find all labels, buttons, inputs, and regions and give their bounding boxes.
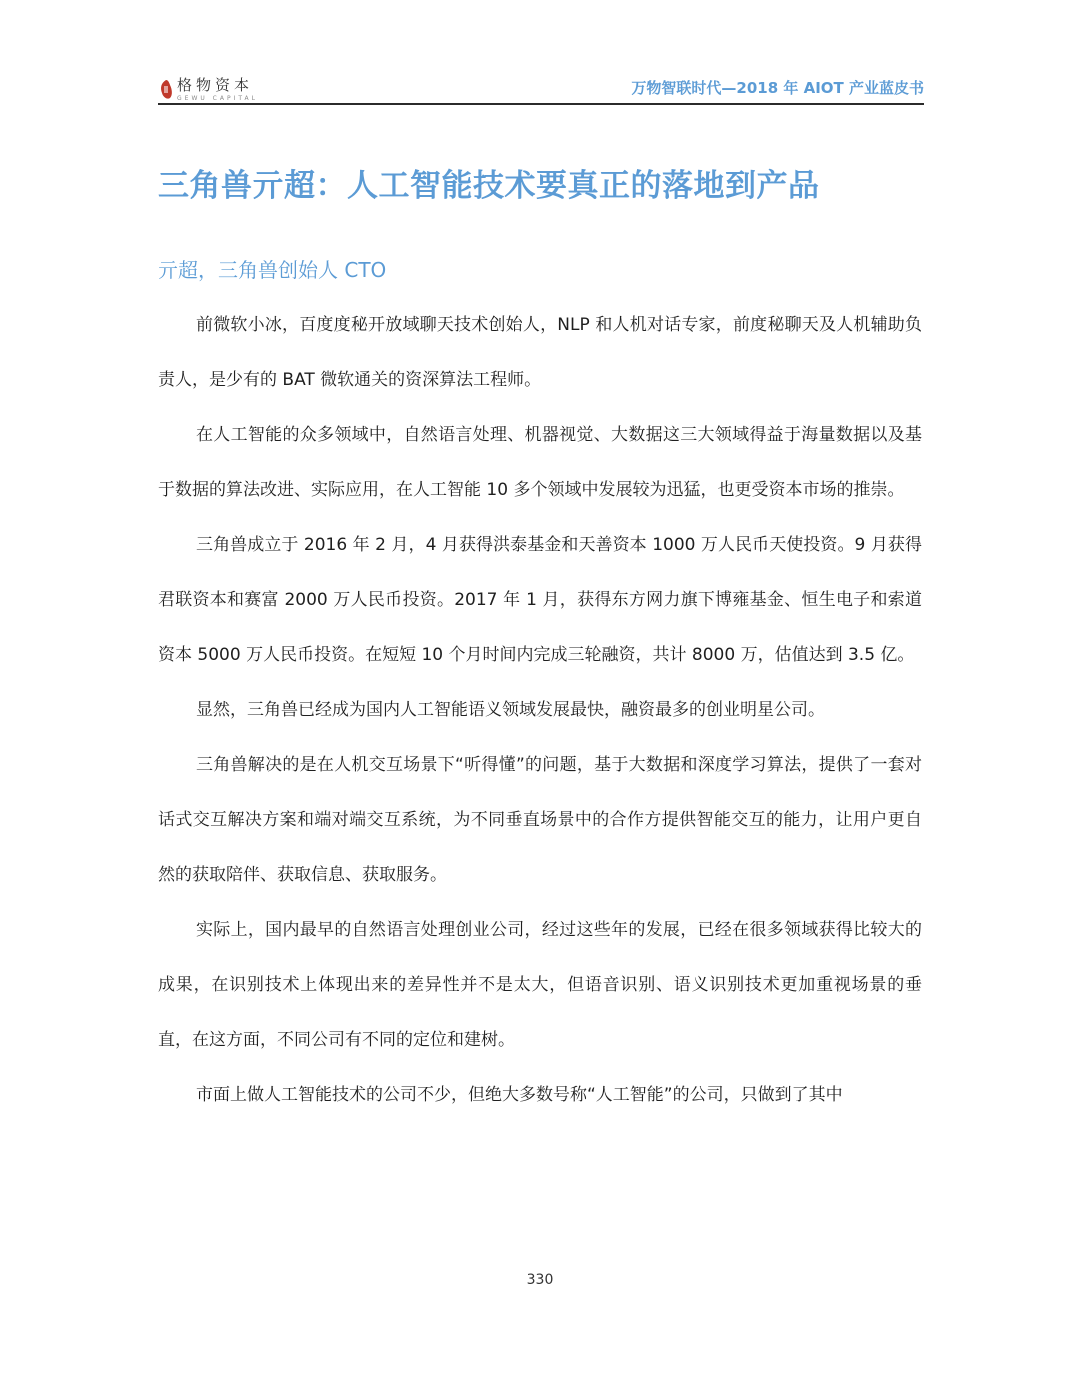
logo-subtitle: GEWU CAPITAL bbox=[177, 95, 258, 102]
article-body bbox=[158, 298, 922, 1123]
page-number: 330 bbox=[526, 1272, 554, 1288]
logo-seal-icon bbox=[158, 79, 174, 101]
page-header bbox=[158, 72, 924, 106]
article-subtitle: 亓超，三角兽创始人 CTO bbox=[158, 258, 387, 282]
paragraph-3: 三角兽成立于 2016 年 2 月，4 月获得洪泰基金和天善资本 1000 万人民币天使投资。9 月获得君联资本和赛富 2000 万人民币投资。2017 年 1 月，获得东方网力旗下博雍基金、恒生电子和索道资本 5000 万人民币投资。在短短 10 个月时间内完成三轮融资，共计 8000 万，估值达到 3.5 亿。 bbox=[158, 535, 922, 665]
paragraph-4: 显然，三角兽已经成为国内人工智能语义领域发展最快，融资最多的创业明星公司。 bbox=[196, 700, 825, 720]
article-title: 三角兽亓超：人工智能技术要真正的落地到产品 bbox=[158, 168, 820, 204]
paragraph-2: 在人工智能的众多领域中，自然语言处理、机器视觉、大数据这三大领域得益于海量数据以及基于数据的算法改进、实际应用，在人工智能 10 多个领域中发展较为迅猛，也更受资本市场的推崇。 bbox=[158, 425, 922, 500]
paragraph-7: 市面上做人工智能技术的公司不少，但绝大多数号称“人工智能”的公司，只做到了其中 bbox=[196, 1085, 843, 1105]
paragraph-6: 实际上，国内最早的自然语言处理创业公司，经过这些年的发展，已经在很多领域获得比较大的成果，在识别技术上体现出来的差异性并不是太大，但语音识别、语义识别技术更加重视场景的垂直，在这方面，不同公司有不同的定位和建树。 bbox=[158, 920, 922, 1050]
logo bbox=[158, 76, 258, 104]
logo-name: 格物资本 bbox=[177, 76, 254, 94]
paragraph-5: 三角兽解决的是在人机交互场景下“听得懂”的问题，基于大数据和深度学习算法，提供了一套对话式交互解决方案和端对端交互系统，为不同垂直场景中的合作方提供智能交互的能力，让用户更自然的获取陪伴、获取信息、获取服务。 bbox=[158, 755, 922, 885]
paragraph-1: 前微软小冰，百度度秘开放域聊天技术创始人，NLP 和人机对话专家，前度秘聊天及人机辅助负责人，是少有的 BAT 微软通关的资深算法工程师。 bbox=[158, 315, 922, 390]
report-title: 万物智联时代—2018 年 AIOT 产业蓝皮书 bbox=[631, 79, 924, 97]
header-divider bbox=[158, 103, 924, 105]
